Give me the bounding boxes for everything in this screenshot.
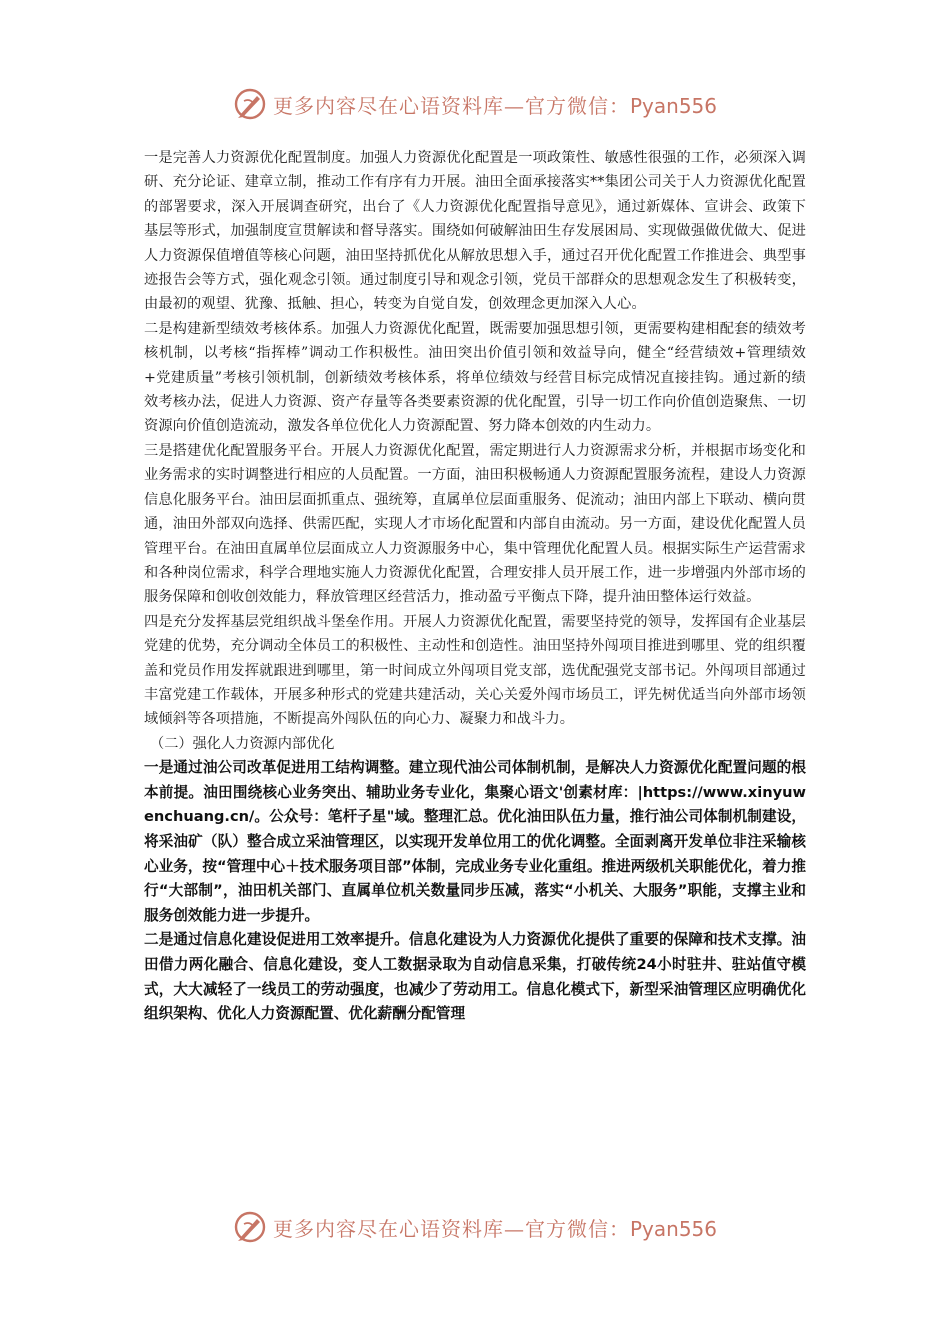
- watermark-text: 更多内容尽在心语资料库—官方微信：Pyan556: [272, 1216, 717, 1241]
- bold-paragraph-2: 二是通过信息化建设促进用工效率提升。信息化建设为人力资源优化提供了重要的保障和技术支撑。油田借力两化融合、信息化建设，变人工数据录取为自动信息采集，打破传统24小时驻井、驻站值守模式，大大减轻了一线员工的劳动强度，也减少了劳动用工。信息化模式下，新型采油管理区应明确优化组织架构、优化人力资源配置、优化薪酬分配管理: [144, 931, 806, 1023]
- bold-paragraph-1: 一是通过油公司改革促进用工结构调整。建立现代油公司体制机制，是解决人力资源优化配置问题的根本前提。油田围绕核心业务突出、辅助业务专业化，集聚心语文'创素材库：|https://www.xinyuwenchuang.cn/。公众号：笔杆子星"域。整理汇总。优化油田队伍力量，推行油公司体制机制建设，将采油矿（队）整合成立采油管理区，以实现开发单位用工的优化调整。全面剥离开发单位非注采输核心业务，按“管理中心＋技术服务项目部”体制，完成业务专业化重组。推进两级机关职能优化，着力推行“大部制”，油田机关部门、直属单位机关数量同步压减，落实“小机关、大服务”职能，支撑主业和服务创效能力进一步提升。: [144, 759, 806, 924]
- paragraph-1: 一是完善人力资源优化配置制度。加强人力资源优化配置是一项政策性、敏感性很强的工作，必须深入调研、充分论证、建章立制，推动工作有序有力开展。油田全面承接落实**集团公司关于人力资源优化配置的部署要求，深入开展调查研究，出台了《人力资源优化配置指导意见》，通过新媒体、宣讲会、政策下基层等形式，加强制度宣贯解读和督导落实。围绕如何破解油田生存发展困局、实现做强做优做大、促进人力资源保值增值等核心问题，油田坚持抓优化从解放思想入手，通过召开优化配置工作推进会、典型事迹报告会等方式，强化观念引领。通过制度引导和观念引领，党员干部群众的思想观念发生了积极转变，由最初的观望、犹豫、抵触、担心，转变为自觉自发，创效理念更加深入人心。: [144, 150, 806, 313]
- header-watermark: [0, 82, 950, 126]
- pen-circle-logo-icon: [233, 87, 267, 121]
- paragraph-3: 三是搭建优化配置服务平台。开展人力资源优化配置，需定期进行人力资源需求分析，并根据市场变化和业务需求的实时调整进行相应的人员配置。一方面，油田积极畅通人力资源配置服务流程，建设人力资源信息化服务平台。油田层面抓重点、强统筹，直属单位层面重服务、促流动；油田内部上下联动、横向贯通，油田外部双向选择、供需匹配，实现人才市场化配置和内部自由流动。另一方面，建设优化配置人员管理平台。在油田直属单位层面成立人力资源服务中心，集中管理优化配置人员。根据实际生产运营需求和各种岗位需求，科学合理地实施人力资源优化配置，合理安排人员开展工作，进一步增强内外部市场的服务保障和创收创效能力，释放管理区经营活力，推动盈亏平衡点下降，提升油田整体运行效益。: [144, 442, 806, 606]
- watermark-text: 更多内容尽在心语资料库—官方微信：Pyan556: [272, 93, 717, 118]
- pen-circle-logo-icon: [233, 1210, 267, 1244]
- paragraph-2: 二是构建新型绩效考核体系。加强人力资源优化配置，既需要加强思想引领，更需要构建相配套的绩效考核机制，以考核“指挥棒”调动工作积极性。油田突出价值引领和效益导向，健全“经营绩效+管理绩效+党建质量”考核引领机制，创新绩效考核体系，将单位绩效与经营目标完成情况直接挂钩。通过新的绩效考核办法，促进人力资源、资产存量等各类要素资源的优化配置，引导一切工作向价值创造聚焦、一切资源向价值创造流动，激发各单位优化人力资源配置、努力降本创效的内生动力。: [144, 320, 806, 435]
- paragraph-4: 四是充分发挥基层党组织战斗堡垒作用。开展人力资源优化配置，需要坚持党的领导，发挥国有企业基层党建的优势，充分调动全体员工的积极性、主动性和创造性。油田坚持外闯项目推进到哪里、党的组织覆盖和党员作用发挥就跟进到哪里，第一时间成立外闯项目党支部，选优配强党支部书记。外闯项目部通过丰富党建工作载体，开展多种形式的党建共建活动，关心关爱外闯市场员工，评先树优适当向外部市场领域倾斜等各项措施，不断提高外闯队伍的向心力、凝聚力和战斗力。: [144, 613, 806, 728]
- section-subheading: （二）强化人力资源内部优化: [150, 735, 335, 752]
- document-body: [144, 146, 806, 1027]
- footer-watermark: [0, 1205, 950, 1249]
